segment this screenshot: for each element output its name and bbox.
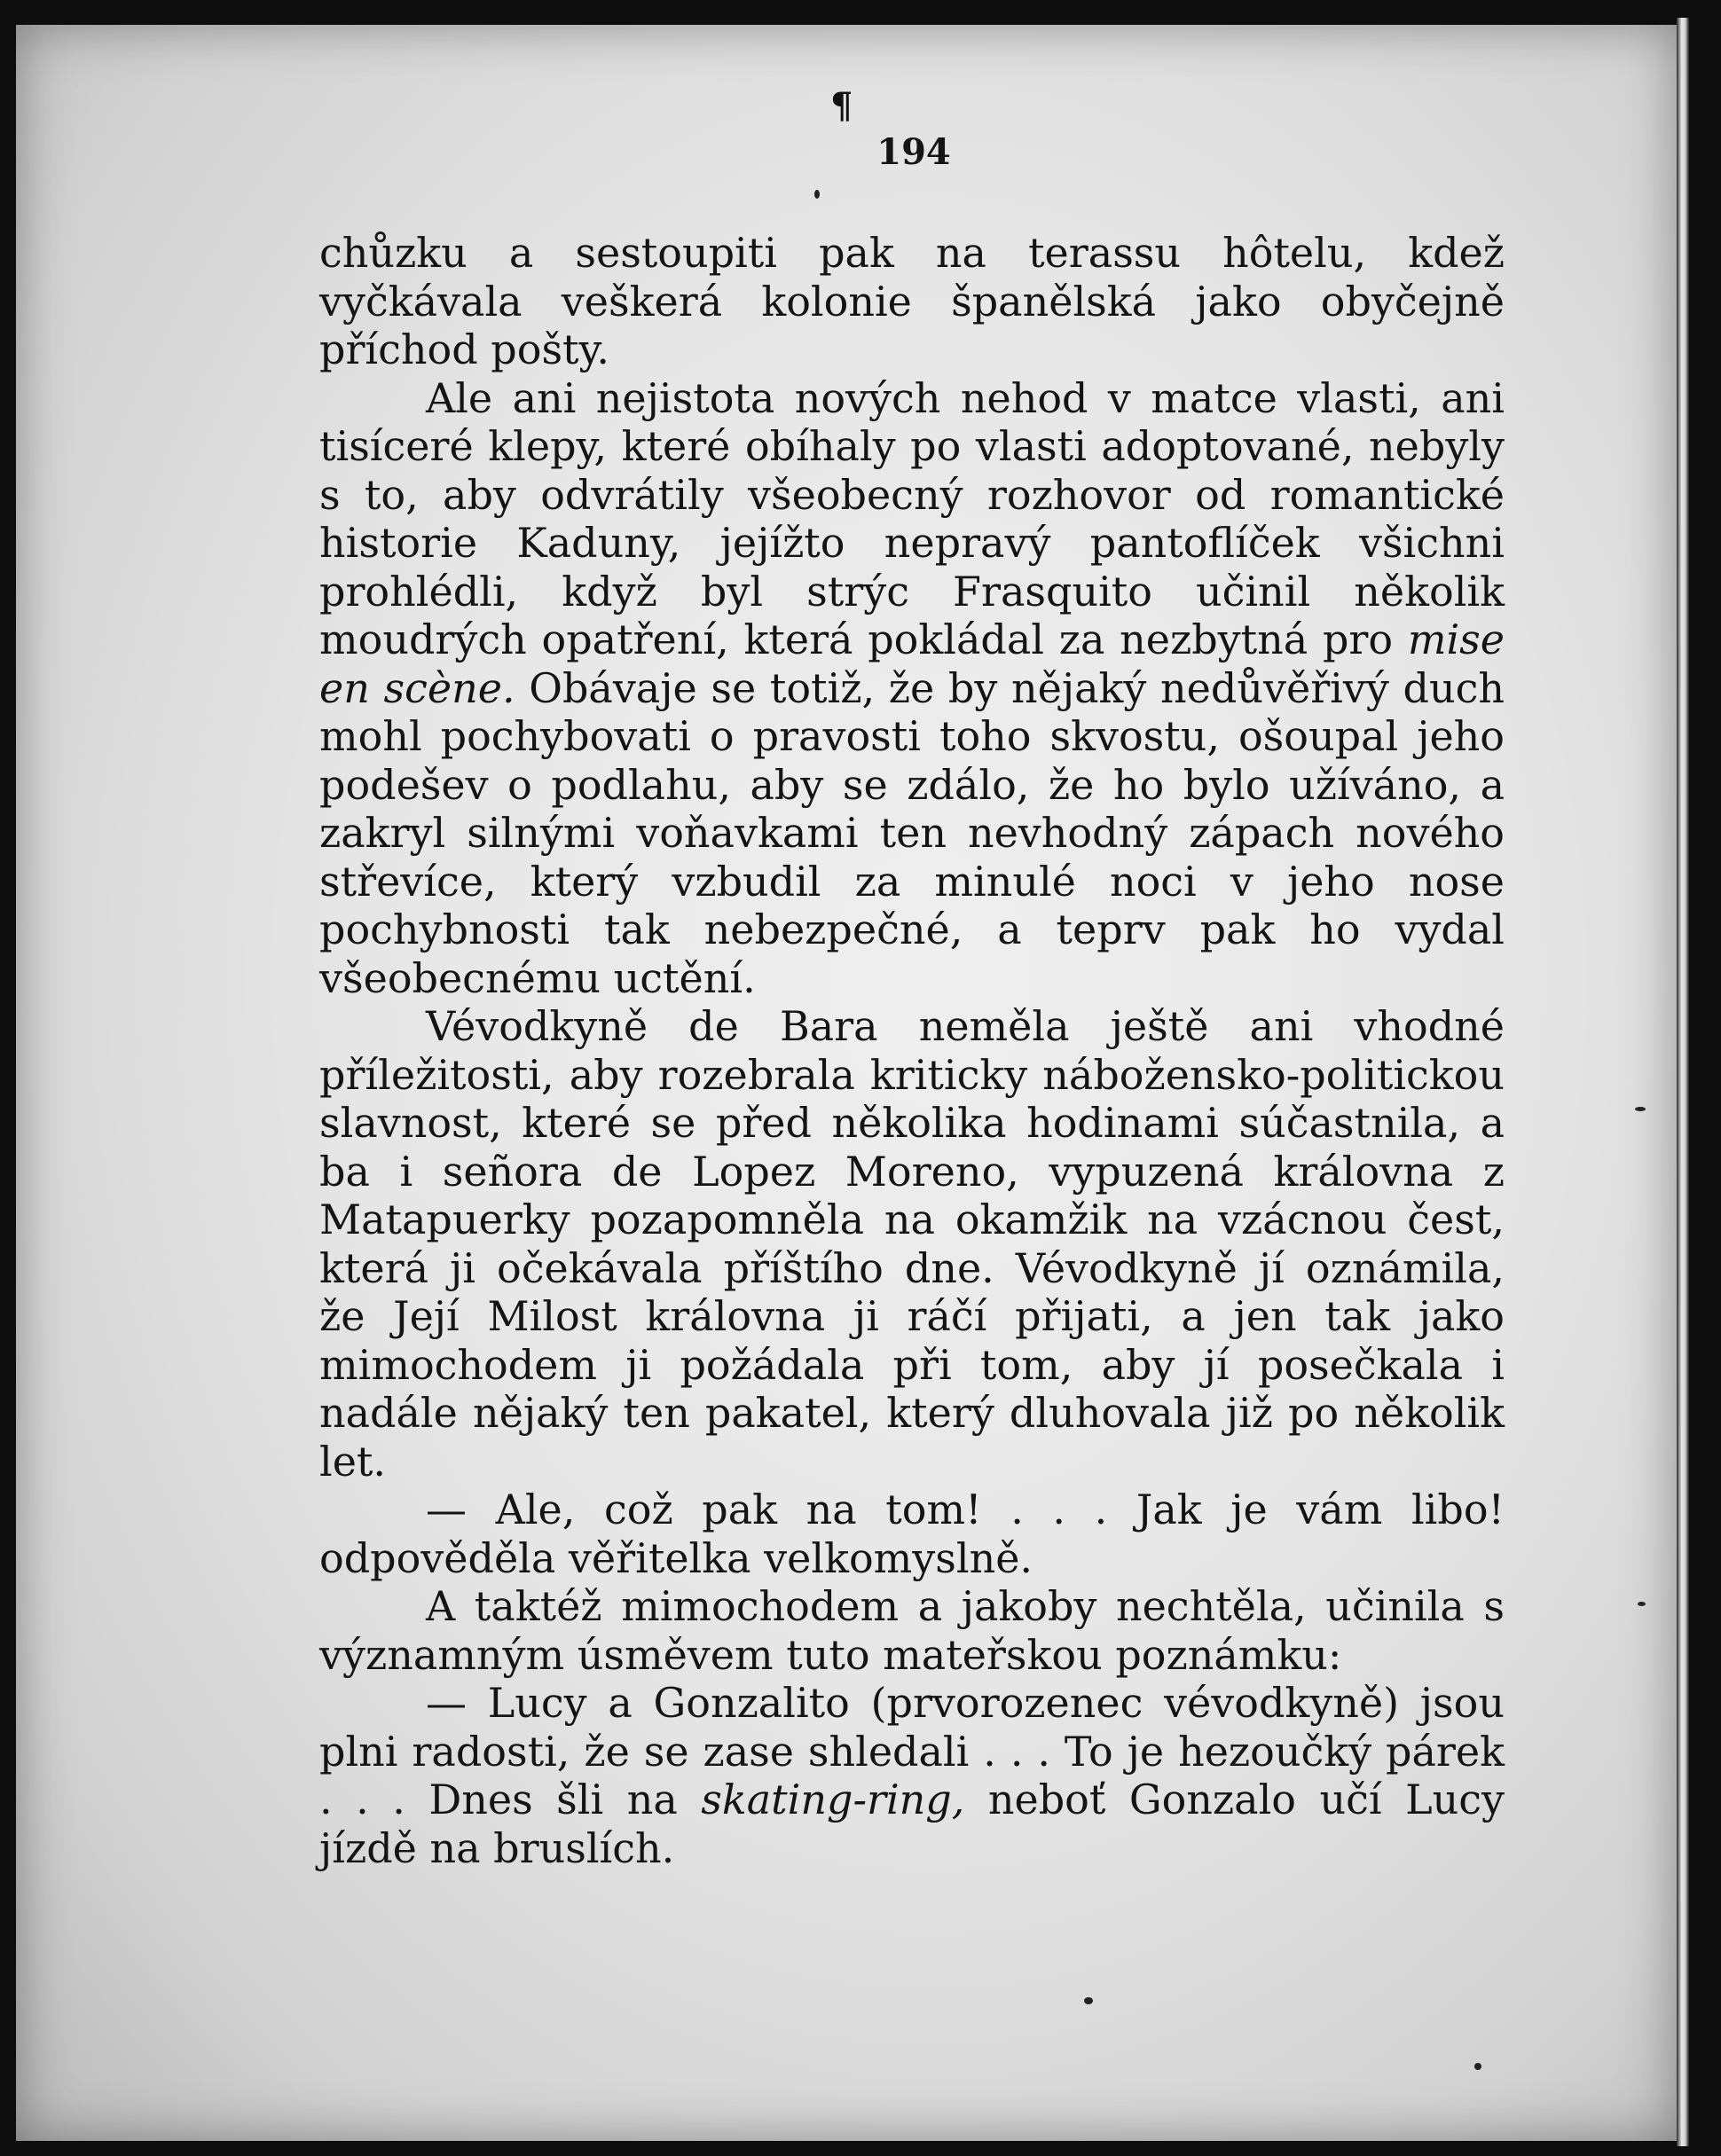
paragraph-6-start: — Lucy a Gonzalito (prvorozenec vévodkyně) jsou plni radosti, že se zase shledali . . . To je hezoučký párek . . . Dnes šli na [319, 1679, 1505, 1823]
page-number: 194 [876, 131, 951, 173]
paragraph-2 [319, 374, 1505, 1003]
top-mark: ¶ [830, 85, 853, 127]
page-edge [1677, 18, 1689, 2146]
paragraph-3: Vévodkyně de Bara neměla ještě ani vhodné příležitosti, aby rozebrala kriticky nábožensko-politickou slavnost, které se před několika hodinami súčastnila, a ba i señora de Lopez Moreno, vypuzená královna z Matapuerky pozapomněla na okamžik na vzácnou čest, která ji očekávala příštího dne. Vévodkyně jí oznámila, že Její Milost královna ji ráčí přijati, a jen tak jako mimochodem ji požádala při tom, aby jí posečkala i nadále nějaký ten pakatel, který dluhovala již po několik let. [319, 1002, 1505, 1486]
scan-speck [1635, 1107, 1646, 1111]
paragraph-6-end: neboť Gonzalo učí Lucy jízdě na bruslích. [319, 1776, 1505, 1872]
paragraph-6-italic: skating-ring, [701, 1776, 965, 1823]
body-text [319, 229, 1505, 1872]
paragraph-2-start: Ale ani nejistota nových nehod v matce vlasti, ani tisíceré klepy, které obíhaly po vlasti adoptované, nebyly s to, aby odvrátily všeobecný rozhovor od romantické historie Kaduny, jejížto nepravý pantoflíček všichni prohlédli, když byl strýc Frasquito učinil několik moudrých opatření, která pokládal za nezbytná pro [319, 373, 1505, 663]
paragraph-2-italic: mise en scène. [319, 615, 1505, 712]
scan-speck [1474, 2063, 1481, 2070]
paragraph-4: — Ale, což pak na tom! . . . Jak je vám libo! odpověděla věřitelka velkomyslně. [319, 1486, 1505, 1582]
scan-speck [814, 190, 820, 199]
paragraph-1: chůzku a sestoupiti pak na terassu hôtelu, kdež vyčkávala veškerá kolonie španělská jako obyčejně příchod pošty. [319, 229, 1505, 373]
paragraph-6 [319, 1679, 1505, 1872]
paragraph-5: A taktéž mimochodem a jakoby nechtěla, učinila s významným úsměvem tuto mateřskou poznámku: [319, 1582, 1505, 1679]
paragraph-2-end: Obávaje se totiž, že by nějaký nedůvěřivý duch mohl pochybovati o pravosti toho skvostu, ošoupal jeho podešev o podlahu, aby se zdálo, že ho bylo užíváno, a zakryl silnými voňavkami ten nevhodný zápach nového střevíce, který vzbudil za minulé noci v jeho nose pochybnosti tak nebezpečné, a teprv pak ho vydal všeobecnému uctění. [319, 663, 1505, 1002]
scan-speck [1084, 1997, 1093, 2004]
scan-speck [1638, 1602, 1646, 1606]
